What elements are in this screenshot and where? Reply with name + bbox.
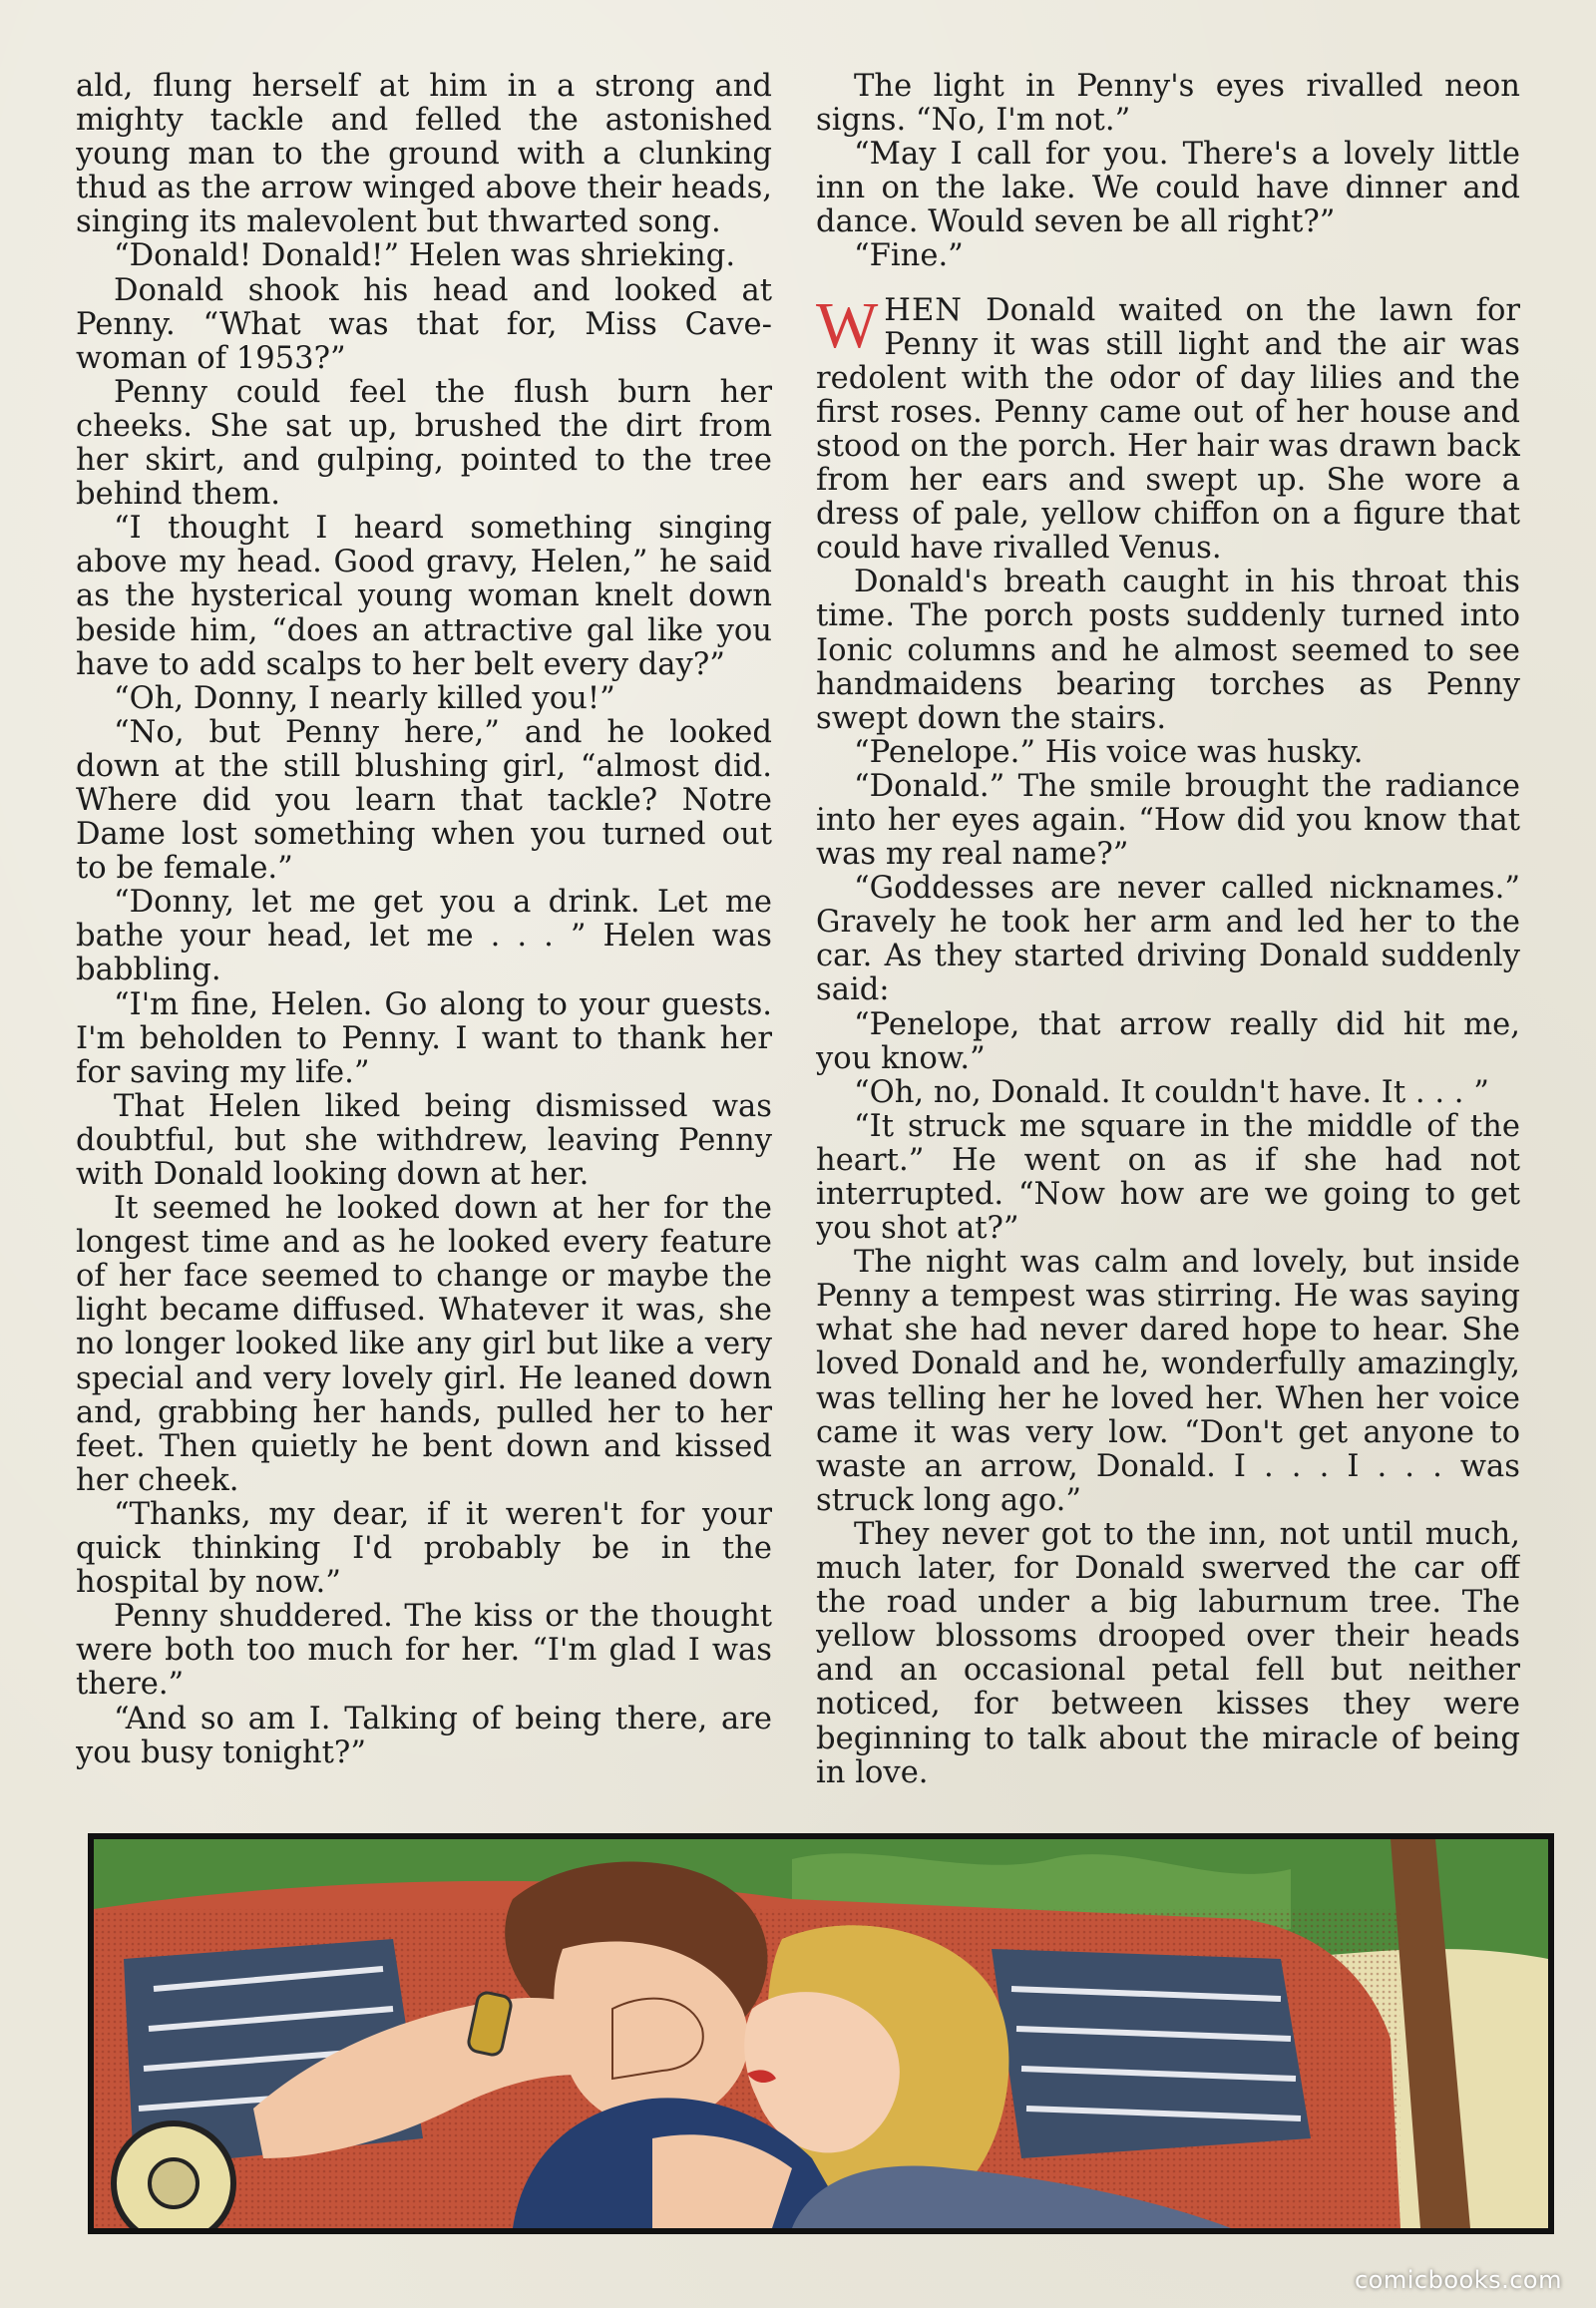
paragraph: Penny could feel the flush burn her cheeks. She sat up, brushed the dirt from her skirt, and gulping, pointed to the tree behind them. bbox=[76, 374, 772, 513]
paragraph: “May I call for you. There's a lovely little inn on the lake. We could have dinner and dance. Would seven be all right?” bbox=[816, 137, 1520, 240]
paragraph: That Helen liked being dismissed was doubtful, but she withdrew, leaving Penny with Donald looking down at her. bbox=[76, 1088, 772, 1192]
paragraph: They never got to the inn, not until much, much later, for Donald swerved the car off the road under a big laburnum tree. The yellow blossoms drooped over their heads and an occasional petal fell but neither noticed, for between kisses they were beginning to talk about the miracle of being in love. bbox=[816, 1516, 1520, 1790]
paragraph: “Donny, let me get you a drink. Let me bathe your head, let me . . . ” Helen was babbling. bbox=[76, 885, 772, 988]
paragraph: “Donald! Donald!” Helen was shrieking. bbox=[114, 238, 736, 274]
paragraph: “And so am I. Talking of being there, are you busy tonight?” bbox=[76, 1701, 772, 1770]
right-text-column bbox=[816, 70, 1520, 1825]
comic-illustration-panel bbox=[88, 1833, 1554, 2234]
paragraph: The light in Penny's eyes rivalled neon signs. “No, I'm not.” bbox=[816, 70, 1520, 139]
paragraph: “Oh, no, Donald. It couldn't have. It . . . ” bbox=[854, 1074, 1489, 1110]
paragraph: The night was calm and lovely, but inside Penny a tempest was stirring. He was saying what she had never dared hope to hear. She loved Donald and he, wonderfully amazingly, was telling her he loved her. When her voice came it was very low. “Don't get anyone to waste an arrow, Donald. I . . . I . . . was struck long ago.” bbox=[816, 1245, 1520, 1518]
paragraph: Donald's breath caught in his throat this time. The porch posts suddenly turned into Ionic columns and he almost seemed to see handmaidens bearing torches as Penny swept down the stairs. bbox=[816, 565, 1520, 736]
drop-cap-letter: W bbox=[816, 288, 879, 362]
paragraph: “It struck me square in the middle of the heart.” He went on as if she had not interrupted. “Now how are we going to get you shot at?” bbox=[816, 1108, 1520, 1247]
paragraph: “Goddesses are never called nicknames.” Gravely he took her arm and led her to the car. As they started driving Donald suddenly said: bbox=[816, 871, 1520, 1008]
paragraph: “Fine.” bbox=[854, 238, 964, 274]
left-text-column bbox=[76, 70, 772, 1825]
drop-cap-paragraph bbox=[816, 288, 1520, 567]
paragraph: “I thought I heard something singing above my head. Good gravy, Helen,” he said as the hysterical young woman knelt down beside him, “does an attractive gal like you have to add scalps to her belt every day?” bbox=[76, 511, 772, 682]
drop-cap-text: Donald waited on the lawn for Penny it was still light and the air was redolent with the odor of day lilies and the first roses. Penny came out of her house and stood on the porch. Her hair was drawn back from her ears and swept up. She wore a dress of pale, yellow chiffon on a figure that could have rivalled Venus. bbox=[816, 292, 1520, 567]
drop-cap-caps: HEN bbox=[884, 292, 964, 328]
watermark: comicbooks.com bbox=[1354, 2266, 1562, 2294]
paragraph: “Donald.” The smile brought the radiance into her eyes again. “How did you know that was my real name?” bbox=[816, 768, 1520, 873]
paragraph: “Thanks, my dear, if it weren't for your quick thinking I'd probably be in the hospital by now.” bbox=[76, 1496, 772, 1601]
paragraph: It seemed he looked down at her for the longest time and as he looked every feature of her face seemed to change or maybe the light became diffused. Whatever it was, she no longer looked like any girl but like a very special and very lovely girl. He leaned down and, grabbing her hands, pulled her to her feet. Then quietly he bent down and kissed her cheek. bbox=[76, 1191, 772, 1498]
paragraph: Donald shook his head and looked at Penny. “What was that for, Miss Cave-woman of 1953?” bbox=[76, 272, 772, 376]
paragraph: ald, flung herself at him in a strong and mighty tackle and felled the astonished young man to the ground with a clunking thud as the arrow winged above their heads, singing its malevolent but thwarted song. bbox=[76, 70, 772, 240]
paragraph: “Penelope.” His voice was husky. bbox=[854, 734, 1364, 770]
paragraph: “I'm fine, Helen. Go along to your guests. I'm beholden to Penny. I want to thank her for saving my life.” bbox=[76, 986, 772, 1090]
paragraph: “Penelope, that arrow really did hit me, you know.” bbox=[816, 1006, 1520, 1076]
paragraph: “No, but Penny here,” and he looked down at the still blushing girl, “almost did. Where did you learn that tackle? Notre Dame lost something when you turned out to be female.” bbox=[76, 714, 772, 887]
kissing-couple-illustration bbox=[94, 1839, 1548, 2228]
paragraph: “Oh, Donny, I nearly killed you!” bbox=[114, 680, 615, 716]
paragraph: Penny shuddered. The kiss or the thought were both too much for her. “I'm glad I was there.” bbox=[76, 1599, 772, 1703]
car-window-right bbox=[992, 1949, 1311, 2158]
